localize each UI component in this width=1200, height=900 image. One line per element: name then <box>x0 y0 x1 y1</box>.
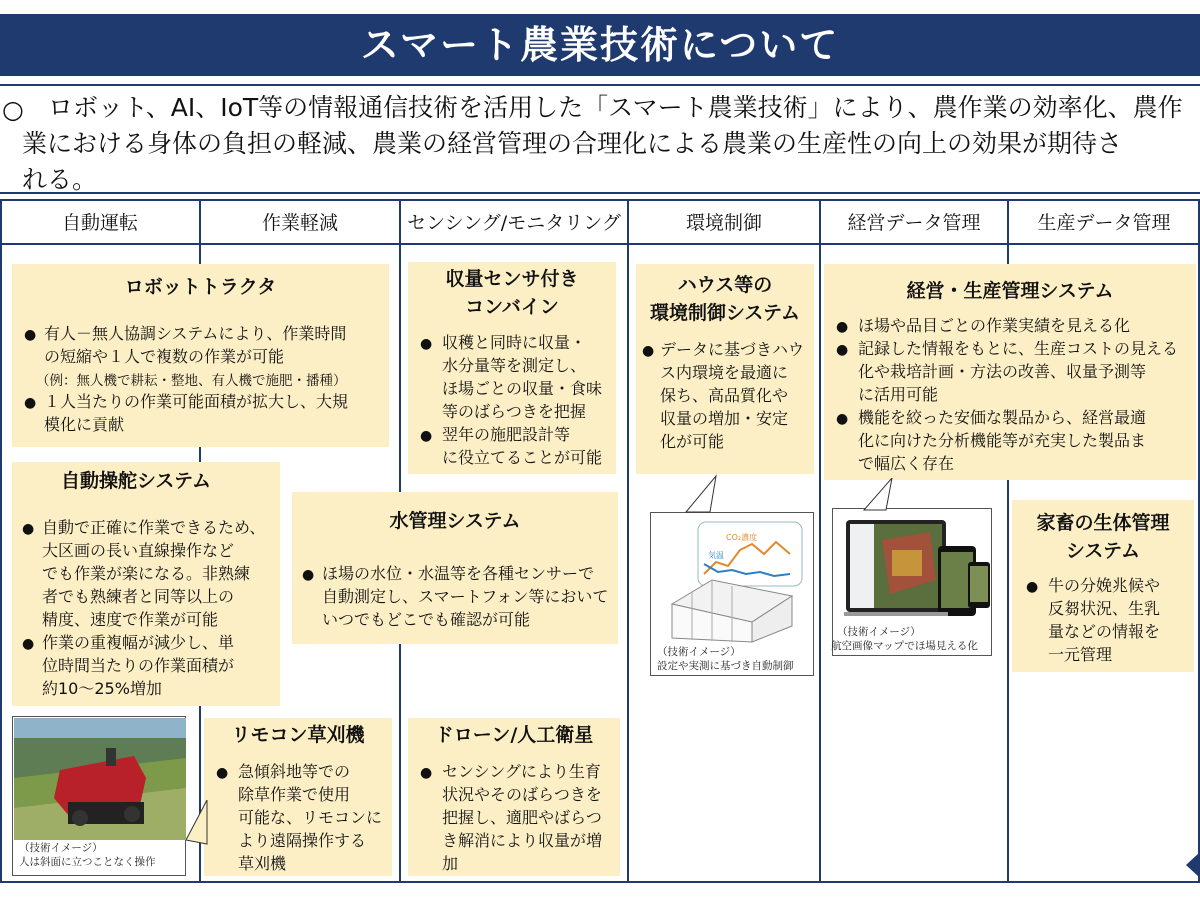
drone-satellite-title: ドローン/人工衛星 <box>434 724 594 746</box>
bullet-icon: ● <box>420 336 433 352</box>
box-text-line: 一元管理 <box>1048 645 1113 664</box>
livestock-box <box>1012 500 1194 672</box>
column-header-management-data: 経営データ管理 <box>820 201 1008 245</box>
robot-tractor-title: ロボットトラクタ <box>124 276 277 298</box>
box-text-line: 有人－無人協調システムにより、作業時間 <box>44 324 347 343</box>
box-text-line: いつでもどこでも確認が可能 <box>322 610 531 629</box>
box-text-line: 収量の増加・安定 <box>660 409 789 428</box>
auto-steer-title: 自動操舵システム <box>60 470 212 492</box>
greenhouse-control-image <box>652 514 814 644</box>
field-map-image-frame <box>832 508 992 656</box>
bullet-icon: ● <box>24 395 37 411</box>
bullet-icon: ● <box>216 765 229 781</box>
box-text-line: データに基づきハウ <box>660 340 805 359</box>
box-text-line: 収穫と同時に収量・ <box>442 333 587 352</box>
box-text-line: 約10～25%増加 <box>42 679 162 698</box>
combine-title-2: コンバイン <box>465 296 559 318</box>
graph-label-co2: CO₂濃度 <box>726 533 758 542</box>
box-text-line: 機能を絞った安価な製品から、経営最適 <box>858 408 1147 427</box>
box-text-line: １人当たりの作業可能面積が拡大し、大規 <box>44 392 349 411</box>
bullet-icon: ● <box>22 636 35 652</box>
bullet-icon: ● <box>22 521 35 537</box>
livestock-title-1: 家畜の生体管理 <box>1036 512 1170 534</box>
map-caption-2: 航空画像マップでほ場見える化 <box>831 640 978 652</box>
remote-mower-title: リモコン草刈機 <box>231 724 365 746</box>
bullet-icon: ● <box>836 411 849 427</box>
map-callout-pointer <box>862 478 902 512</box>
box-text-line: 状況やそのばらつきを <box>442 785 602 804</box>
box-text-line: ス内環境を最適に <box>660 363 789 382</box>
box-text-line: より遠隔操作する <box>238 831 367 850</box>
box-text-line: 自動測定し、スマートフォン等において <box>322 587 609 606</box>
house-callout-pointer <box>680 474 720 514</box>
box-text-line: 牛の分娩兆候や <box>1048 576 1161 595</box>
box-text-line: に活用可能 <box>858 385 939 404</box>
box-text-line: の短縮や１人で複数の作業が可能 <box>44 347 285 366</box>
remote-mower-photo-frame <box>12 716 186 876</box>
box-text-line: 模化に貢献 <box>44 415 125 434</box>
box-text-line: 水分量等を測定し、 <box>442 356 587 375</box>
box-text-line: 位時間当たりの作業面積が <box>42 656 235 675</box>
mower-callout-pointer <box>186 800 208 846</box>
box-text-line: でも作業が楽になる。非熟練 <box>42 564 251 583</box>
box-text-line: 反芻状況、生乳 <box>1048 599 1161 618</box>
box-text-line: 化や栽培計画・方法の改善、収量予測等 <box>858 362 1147 381</box>
box-text-line: 急傾斜地等での <box>238 762 351 781</box>
water-management-title: 水管理システム <box>389 510 521 532</box>
remote-mower-photo <box>14 718 186 840</box>
livestock-title-2: システム <box>1065 540 1141 562</box>
column-header-production-data: 生産データ管理 <box>1008 201 1200 245</box>
bullet-icon: ● <box>642 343 655 359</box>
intro-line-2: 業における身体の負担の軽減、農業の経営管理の合理化による農業の生産性の向上の効果が期待さ <box>22 129 1123 158</box>
drone-satellite-box <box>408 718 620 876</box>
column-divider <box>0 201 2 883</box>
box-text-line: 除草作業で使用 <box>238 785 351 804</box>
intro-section <box>0 84 1200 194</box>
box-text-line: 精度、速度で作業が可能 <box>42 610 219 629</box>
box-text-line: ほ場の水位・水温等を各種センサーで <box>322 564 595 583</box>
column-divider <box>627 201 629 883</box>
box-text-line: センシングにより生育 <box>442 762 601 781</box>
box-text-line: 把握し、適肥やばらつ <box>442 808 602 827</box>
box-text-line: 大区画の長い直線操作など <box>42 541 235 560</box>
bullet-icon: ● <box>302 567 315 583</box>
house-environment-title-1: ハウス等の <box>677 274 773 296</box>
mower-caption-2: 人は斜面に立つことなく操作 <box>19 856 156 868</box>
column-header-auto-driving: 自動運転 <box>0 201 200 245</box>
box-text-line: 作業の重複幅が減少し、単 <box>42 633 235 652</box>
box-text-line: 者でも熟練者と同等以上の <box>42 587 235 606</box>
greenhouse-caption-1: （技術イメージ） <box>657 646 741 658</box>
box-text-line: （例：無人機で耕耘・整地、有人機で施肥・播種） <box>36 373 347 389</box>
box-text-line: ほ場や品目ごとの作業実績を見える化 <box>858 316 1131 335</box>
map-caption-1: （技術イメージ） <box>837 626 921 638</box>
greenhouse-image-frame <box>650 512 814 676</box>
intro-line-1: ロボット、AI、IoT等の情報通信技術を活用した「スマート農業技術」により、農作業の効率化、農作 <box>48 93 1183 122</box>
box-text-line: 草刈機 <box>238 854 287 873</box>
robot-tractor-box <box>12 264 389 447</box>
box-text-line: 化が可能 <box>660 432 725 451</box>
box-text-line: 自動で正確に作業できるため、 <box>42 518 266 537</box>
management-system-title: 経営・生産管理システム <box>906 280 1114 302</box>
graph-label-temperature: 気温 <box>708 551 724 560</box>
box-text-line: 量などの情報を <box>1048 622 1161 641</box>
box-text-line: 可能な、リモコンに <box>238 808 383 827</box>
water-management-box <box>292 492 618 644</box>
box-text-line: 化に向けた分析機能等が充実した製品ま <box>858 431 1147 450</box>
combine-box <box>408 262 616 474</box>
box-text-line: き解消により収量が増 <box>442 831 603 850</box>
corner-marker-icon <box>1186 852 1200 878</box>
auto-steer-box <box>12 462 280 706</box>
box-text-line: 等のばらつきを把握 <box>442 402 586 421</box>
mower-caption-1: （技術イメージ） <box>19 842 103 854</box>
house-environment-box <box>636 264 814 474</box>
page-title: スマート農業技術について <box>0 14 1200 76</box>
bullet-icon: ● <box>836 319 849 335</box>
column-divider <box>819 201 821 883</box>
bullet-icon: ● <box>24 327 37 343</box>
bullet-icon: ● <box>420 428 433 444</box>
combine-title-1: 収量センサ付き <box>445 268 579 290</box>
bullet-icon: ● <box>836 342 849 358</box>
intro-line-3: れる。 <box>22 165 98 194</box>
remote-mower-box <box>204 718 392 876</box>
box-text-line: で幅広く存在 <box>858 454 955 473</box>
column-header-work-reduction: 作業軽減 <box>200 201 400 245</box>
box-text-line: 加 <box>442 854 459 873</box>
column-header-sensing: センシング/モニタリング <box>400 201 628 245</box>
management-system-box <box>824 264 1196 480</box>
house-environment-title-2: 環境制御システム <box>649 302 801 324</box>
bullet-icon: ● <box>420 765 433 781</box>
box-text-line: ほ場ごとの収量・食味 <box>442 379 603 398</box>
box-text-line: 保ち、高品質化や <box>660 386 789 405</box>
column-header-environment-control: 環境制御 <box>628 201 820 245</box>
field-map-tablet-image <box>834 510 992 622</box>
box-text-line: 記録した情報をもとに、生産コストの見える <box>858 339 1179 358</box>
greenhouse-caption-2: 設定や実測に基づき自動制御 <box>657 660 794 672</box>
intro-marker: ○ <box>2 95 24 124</box>
box-text-line: 翌年の施肥設計等 <box>442 425 571 444</box>
box-text-line: に役立てることが可能 <box>442 448 603 467</box>
bullet-icon: ● <box>1026 579 1039 595</box>
